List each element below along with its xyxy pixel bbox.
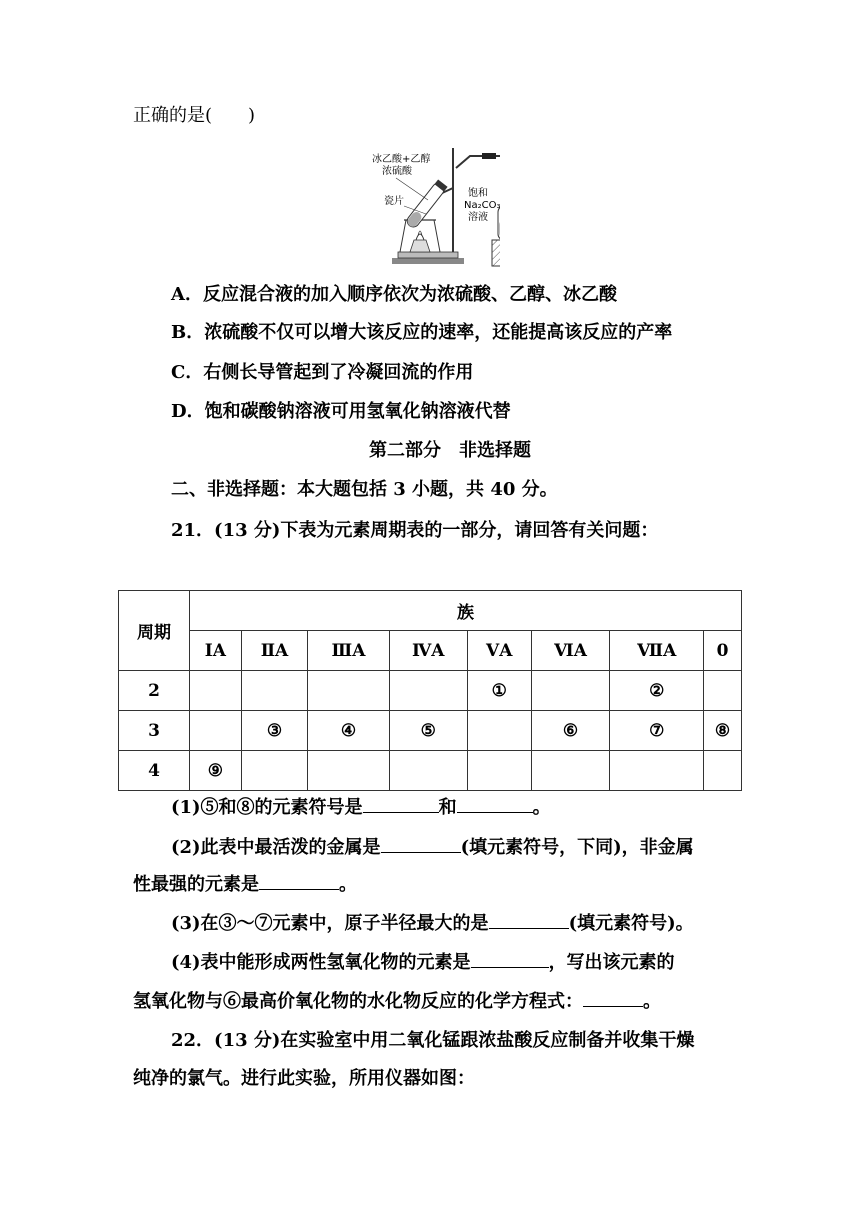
q22-line1: 22．(13 分)在实验室中用二氧化锰跟浓盐酸反应制备并收集干燥: [171, 1030, 695, 1051]
answer-blank[interactable]: [457, 812, 533, 813]
q21-3-text-b: (填元素符号)。: [568, 913, 694, 934]
q21-4-text-b: ，写出该元素的: [548, 952, 675, 973]
group-label: ⅠA: [190, 631, 242, 671]
option-c: C．右侧长导管起到了冷凝回流的作用: [171, 362, 474, 383]
element-cell: [190, 671, 242, 711]
group-label: ⅢA: [308, 631, 389, 671]
q21-1-text-c: 。: [532, 797, 551, 818]
element-cell: ①: [467, 671, 531, 711]
apparatus-figure: [370, 148, 500, 270]
option-a: A．反应混合液的加入顺序依次为浓硫酸、乙醇、冰乙酸: [171, 284, 617, 305]
q21-part2-line1: [171, 835, 694, 861]
answer-blank[interactable]: [471, 967, 549, 968]
figure-label-na2co3: Na₂CO₃: [464, 200, 501, 211]
figure-label-chip: 瓷片: [384, 196, 404, 207]
group-label: ⅥA: [531, 631, 610, 671]
element-cell: [467, 751, 531, 791]
answer-blank[interactable]: [259, 889, 339, 890]
element-cell: ④: [308, 711, 389, 751]
element-cell: ⑤: [389, 711, 467, 751]
q21-4-text-d: 。: [643, 991, 661, 1012]
element-cell: [241, 751, 308, 791]
q21-4-text-a: (4)表中能形成两性氢氧化物的元素是: [171, 952, 471, 973]
group-labels-row: [119, 631, 742, 671]
table-header-row: [119, 591, 742, 631]
element-cell: ②: [610, 671, 704, 711]
group-label: ⅤA: [467, 631, 531, 671]
period-label: 4: [119, 751, 190, 791]
q21-part4-line1: [171, 950, 675, 976]
element-cell: [610, 751, 704, 791]
element-cell: [467, 711, 531, 751]
group-label: ⅡA: [241, 631, 308, 671]
q21-part4-line2: [133, 989, 661, 1015]
element-cell: ⑨: [190, 751, 242, 791]
q21-part3: [171, 911, 694, 937]
answer-blank[interactable]: [381, 852, 461, 853]
group-label: ⅦA: [610, 631, 704, 671]
period-label: 3: [119, 711, 190, 751]
element-cell: [704, 751, 742, 791]
answer-blank[interactable]: [489, 928, 569, 929]
periodic-table: [118, 590, 742, 791]
q21-part1: [171, 795, 551, 821]
figure-label-solution: 溶液: [468, 212, 488, 223]
element-cell: ⑥: [531, 711, 610, 751]
option-d: D．饱和碳酸钠溶液可用氢氧化钠溶液代替: [171, 401, 511, 422]
period-label: 2: [119, 671, 190, 711]
element-cell: ⑦: [610, 711, 704, 751]
option-b: B．浓硫酸不仅可以增大该反应的速率，还能提高该反应的产率: [171, 322, 673, 343]
element-cell: [241, 671, 308, 711]
element-cell: [308, 751, 389, 791]
element-cell: [389, 671, 467, 711]
table-row: [119, 751, 742, 791]
q21-2-text-b: (填元素符号，下同)，非金属: [460, 837, 694, 858]
group-label: ⅣA: [389, 631, 467, 671]
q21-2-text-d: 。: [339, 874, 357, 895]
q21-stem: 21．(13 分)下表为元素周期表的一部分，请回答有关问题：: [171, 520, 659, 541]
part2-title: 第二部分 非选择题: [369, 440, 531, 461]
element-cell: [531, 751, 610, 791]
element-cell: [389, 751, 467, 791]
element-cell: [531, 671, 610, 711]
element-cell: [190, 711, 242, 751]
q21-1-text-b: 和: [438, 797, 457, 818]
table-row: [119, 671, 742, 711]
figure-label-saturated: 饱和: [468, 188, 488, 199]
q21-part2-line2: [133, 872, 357, 898]
group-header: 族: [190, 591, 742, 631]
q21-4-text-c: 氢氧化物与⑥最高价氧化物的水化物反应的化学方程式：: [133, 991, 583, 1012]
figure-label-reagents: 冰乙酸+乙醇: [372, 154, 431, 165]
group-label: 0: [704, 631, 742, 671]
element-cell: ③: [241, 711, 308, 751]
table-row: [119, 711, 742, 751]
period-header: 周期: [119, 591, 190, 671]
q21-2-text-c: 性最强的元素是: [133, 874, 259, 895]
answer-blank[interactable]: [583, 1006, 643, 1007]
part2-intro: 二、非选择题：本大题包括 3 小题，共 40 分。: [171, 479, 558, 500]
element-cell: ⑧: [704, 711, 742, 751]
answer-blank[interactable]: [363, 812, 439, 813]
figure-label-acid: 浓硫酸: [382, 166, 412, 177]
q21-2-text-a: (2)此表中最活泼的金属是: [171, 837, 381, 858]
question-intro: 正确的是( ): [133, 105, 256, 126]
q22-line2: 纯净的氯气。进行此实验，所用仪器如图：: [133, 1068, 475, 1089]
element-cell: [704, 671, 742, 711]
element-cell: [308, 671, 389, 711]
q21-1-text-a: (1)⑤和⑧的元素符号是: [171, 797, 363, 818]
q21-3-text-a: (3)在③～⑦元素中，原子半径最大的是: [171, 913, 489, 934]
